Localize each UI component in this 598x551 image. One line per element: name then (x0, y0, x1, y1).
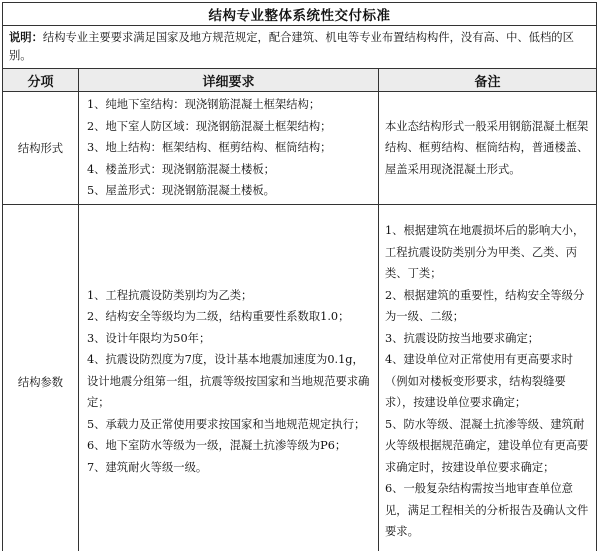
note-item: 2、根据建筑的重要性，结构安全等级分为一级、二级； (385, 288, 585, 324)
detail-item: 1、纯地下室结构：现浇钢筋混凝土框架结构； (87, 98, 321, 111)
detail-item: 4、抗震设防烈度为7度，设计基本地震加速度为0.1g，设计地震分组第一组，抗震等级按国家和当地规范要求确定； (87, 353, 370, 410)
header-notes: 备注 (379, 69, 597, 92)
table-row-structure-parameters (3, 204, 597, 551)
row-details (79, 204, 379, 551)
intro-text: 结构专业主要要求满足国家及地方规范规定，配合建筑、机电等专业布置结构构件，没有高、中、低档的区别。 (9, 31, 574, 62)
row-details (79, 92, 379, 205)
note-item: 1、根据建筑在地震损坏后的影响大小，工程抗震设防类别分为甲类、乙类、丙类、丁类； (385, 224, 585, 281)
row-notes (379, 204, 597, 551)
detail-item: 2、地下室人防区域：现浇钢筋混凝土框架结构； (87, 119, 332, 133)
detail-item: 6、地下室防水等级为一级，混凝土抗渗等级为P6； (87, 439, 347, 453)
title-row (3, 3, 597, 26)
detail-item: 7、建筑耐火等级一级。 (87, 460, 208, 474)
note-item: 4、建设单位对正常使用有更高要求时（例如对楼板变形要求，结构裂缝要求），按建设单位要求确定； (385, 353, 573, 410)
detail-item: 3、设计年限均为50年； (87, 331, 211, 345)
detail-item: 1、工程抗震设防类别均为乙类； (87, 288, 253, 302)
detail-item: 5、承载力及正常使用要求按国家和当地规范规定执行； (87, 417, 366, 431)
table-row-structure-form (3, 92, 597, 205)
row-category: 结构参数 (3, 204, 79, 551)
header-details: 详细要求 (79, 69, 379, 92)
note-item: 6、一般复杂结构需按当地审查单位意见，满足工程相关的分析报告及确认文件要求。 (385, 482, 589, 539)
table-title: 结构专业整体系统性交付标准 (3, 3, 597, 26)
note-item: 3、抗震设防按当地要求确定； (385, 331, 540, 345)
intro-cell (3, 26, 597, 69)
header-category: 分项 (3, 69, 79, 92)
intro-label: 说明： (9, 31, 43, 44)
row-category: 结构形式 (3, 92, 79, 205)
row-notes (379, 92, 597, 205)
intro-row (3, 26, 597, 69)
detail-item: 3、地上结构：框架结构、框剪结构、框筒结构； (87, 141, 332, 154)
detail-item: 4、楼盖形式：现浇钢筋混凝土楼板； (87, 162, 275, 176)
note-item: 本业态结构形式一般采用钢筋混凝土框架结构、框剪结构、框筒结构，普通楼盖、屋盖采用现浇混凝土形式。 (385, 119, 589, 176)
detail-item: 5、屋盖形式：现浇钢筋混凝土楼板。 (87, 184, 275, 197)
standards-table (2, 2, 597, 551)
note-item: 5、防水等级、混凝土抗渗等级、建筑耐火等级根据规范确定，建设单位有更高要求确定时，按建设单位要求确定； (385, 417, 589, 474)
header-row (3, 69, 597, 92)
detail-item: 2、结构安全等级均为二级，结构重要性系数取1.0； (87, 310, 350, 324)
